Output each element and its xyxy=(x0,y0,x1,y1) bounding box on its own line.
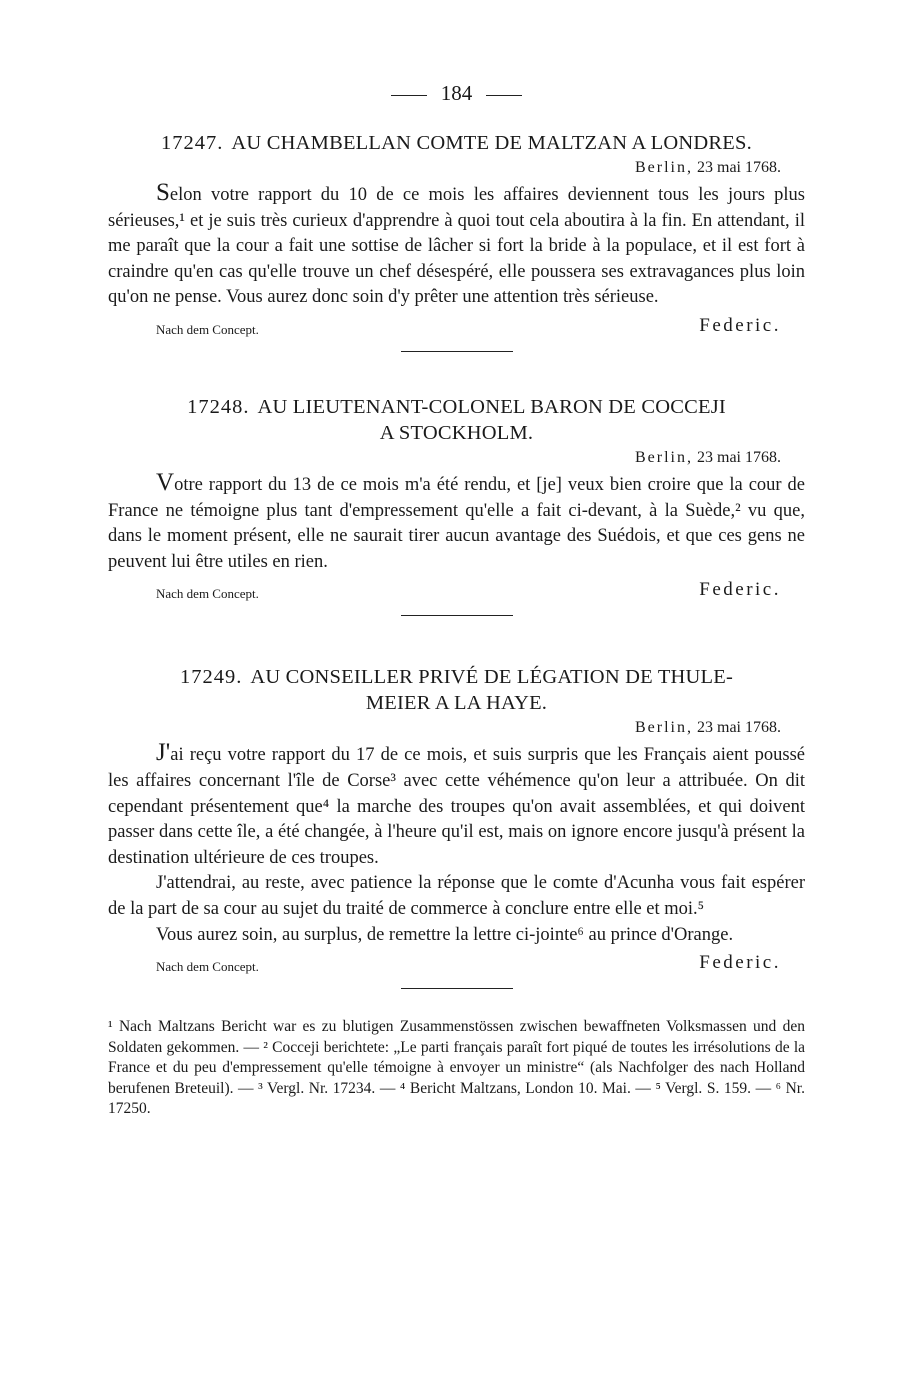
footnote-divider xyxy=(401,988,513,989)
date: 23 mai 1768. xyxy=(697,159,781,176)
letter-heading xyxy=(108,664,805,716)
date: 23 mai 1768. xyxy=(697,448,781,466)
letter-17248 xyxy=(108,394,805,616)
signature-row xyxy=(108,577,805,603)
footnotes xyxy=(108,1017,805,1120)
paragraph: J'attendrai, au reste, avec patience la réponse que le comte d'Acunha vous fait espérer de la part de sa cour au sujet du traité de commerce à conclure entre elle et moi.⁵ xyxy=(108,873,805,919)
signature-row xyxy=(108,950,805,976)
paragraph: Votre rapport du 13 de ce mois m'a été rendu, et [je] veux bien croire que la cour de France ne témoigne plus tant d'empressement qu'elle a fait ci-devant, à la Suède,² vu que, dans le moment présent, elle ne saurait tirer aucun avantage des Suédois, et que ces gens ne peuvent lui être utiles en rien. xyxy=(108,468,805,572)
dash-right xyxy=(486,95,522,96)
page-number-row xyxy=(108,78,805,108)
signature: Federic. xyxy=(699,952,781,974)
letter-recipient-line-2: MEIER A LA HAYE. xyxy=(365,692,548,715)
letter-17247 xyxy=(108,130,805,352)
page-number: 184 xyxy=(440,81,473,105)
letter-recipient: AU CHAMBELLAN COMTE DE MALTZAN A LONDRES. xyxy=(231,132,752,154)
date: 23 mai 1768. xyxy=(697,719,781,737)
paragraph: J'ai reçu votre rapport du 17 de ce mois, et suis surpris que les Français aient poussé les affaires concernant l'île de Corse³ avec cette véhémence qu'on leur a attribuée. On dit cependant présentement que⁴ la marche des troupes qu'on avait assemblées, et qui doivent passer dans cette île, a été changée, à l'heure qu'il est, mais on ignore encore jusqu'à présent la destination ultérieure de ces troupes. xyxy=(108,739,805,868)
letter-body xyxy=(108,180,805,311)
letter-heading xyxy=(108,130,805,156)
letter-body xyxy=(108,740,805,948)
spacer xyxy=(108,352,805,394)
spacer xyxy=(108,616,805,664)
signature: Federic. xyxy=(699,579,781,601)
letter-recipient-line-1: AU LIEUTENANT-COLONEL BARON DE COCCEJI xyxy=(257,395,726,418)
date-place: Berlin, xyxy=(635,719,693,737)
paragraph: Selon votre rapport du 10 de ce mois les affaires deviennent tous les jours plus sérieuses,¹ et je suis très curieux d'apprendre à quoi tout cela aboutira à la fin. En attendant, il me paraît que la cour a fait une sottise de lâcher si fort la bride à la populace, et il est fort à craindre qu'en cas qu'elle trouve un chef désespéré, elle poussera ses extravagances plus loin qu'on ne pense. Vous aurez donc soin d'y prêter une attention très sérieuse. xyxy=(108,179,805,308)
source-note: Nach dem Concept. xyxy=(156,586,259,602)
letter-body xyxy=(108,470,805,575)
letter-number: 17248. xyxy=(187,395,250,418)
book-page xyxy=(108,78,805,1120)
letter-number: 17247. xyxy=(161,132,224,154)
signature: Federic. xyxy=(699,314,781,336)
letter-17249 xyxy=(108,664,805,989)
letter-recipient-line-1: AU CONSEILLER PRIVÉ DE LÉGATION DE THULE- xyxy=(250,666,734,689)
source-note: Nach dem Concept. xyxy=(156,321,259,337)
paragraph: Vous aurez soin, au surplus, de remettre la lettre ci-jointe⁶ au prince d'Orange. xyxy=(156,924,734,945)
signature-row xyxy=(108,313,805,339)
letter-dateline xyxy=(108,446,805,470)
dash-left xyxy=(391,95,427,96)
date-place: Berlin, xyxy=(635,448,693,466)
letter-recipient-line-2: A STOCKHOLM. xyxy=(379,421,534,444)
letter-dateline xyxy=(108,156,805,180)
letter-number: 17249. xyxy=(179,666,243,689)
letter-dateline xyxy=(108,716,805,740)
date-place: Berlin, xyxy=(635,159,693,176)
source-note: Nach dem Concept. xyxy=(156,959,259,975)
footnote-text: ¹ Nach Maltzans Bericht war es zu blutigen Zusammenstössen zwischen bewaffneten Volksmassen und den Soldaten gekommen. — ² Cocceji berichtete: „Le parti français paraît fort piqué de toutes les irrésolutions de la France et du peu d'empressement qu'elle témoigne à envoyer un ministre“ (als Nachfolger des nach Holland berufenen Breteuil). — ³ Vergl. Nr. 17234. — ⁴ Bericht Maltzans, London 10. Mai. — ⁵ Vergl. S. 159. — ⁶ Nr. 17250. xyxy=(108,1018,805,1118)
letter-heading xyxy=(108,394,805,446)
